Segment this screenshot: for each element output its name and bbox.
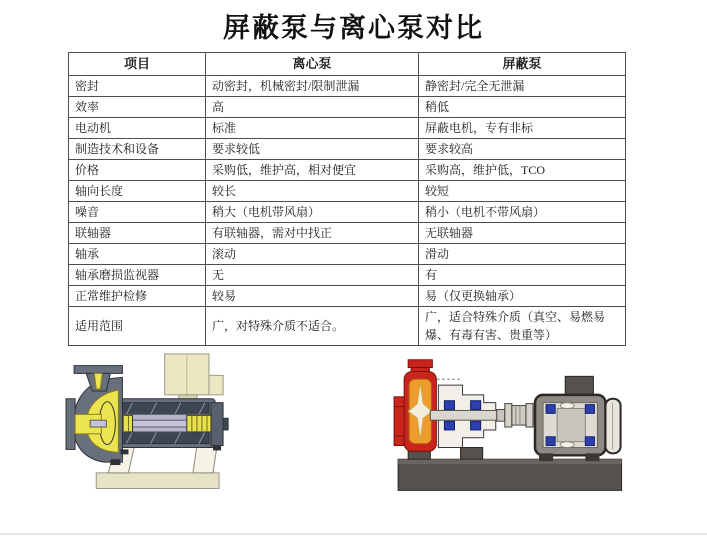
row-label: 轴向长度 [69, 181, 206, 202]
canned-value: 无联轴器 [419, 223, 626, 244]
canned-value: 滑动 [419, 244, 626, 265]
table-header-row [69, 53, 626, 76]
row-label: 价格 [69, 160, 206, 181]
centrifugal-pump-diagram [382, 350, 684, 506]
table-row [69, 223, 626, 244]
centrifugal-value: 动密封，机械密封/限制泄漏 [206, 76, 419, 97]
row-label: 密封 [69, 76, 206, 97]
table-row [69, 265, 626, 286]
centrifugal-value: 高 [206, 97, 419, 118]
centrifugal-value: 要求较低 [206, 139, 419, 160]
canned-value: 较短 [419, 181, 626, 202]
centrifugal-value: 较易 [206, 286, 419, 307]
row-label: 轴承 [69, 244, 206, 265]
table-row [69, 181, 626, 202]
table-row [69, 307, 626, 346]
table-row [69, 118, 626, 139]
centrifugal-value: 广，对特殊介质不适合。 [206, 307, 419, 346]
canned-value: 有 [419, 265, 626, 286]
canned-value: 要求较高 [419, 139, 626, 160]
row-label: 制造技术和设备 [69, 139, 206, 160]
table-row [69, 76, 626, 97]
bottom-divider [0, 533, 707, 535]
row-label: 轴承磨损监视器 [69, 265, 206, 286]
table-row [69, 286, 626, 307]
table-row [69, 160, 626, 181]
row-label: 联轴器 [69, 223, 206, 244]
table-row [69, 202, 626, 223]
row-label: 正常维护检修 [69, 286, 206, 307]
page-title: 屏蔽泵与离心泵对比 [223, 13, 484, 43]
centrifugal-value: 标准 [206, 118, 419, 139]
centrifugal-value: 较长 [206, 181, 419, 202]
canned-value: 稍小（电机不带风扇） [419, 202, 626, 223]
row-label: 电动机 [69, 118, 206, 139]
centrifugal-value: 无 [206, 265, 419, 286]
canned-value: 静密封/完全无泄漏 [419, 76, 626, 97]
header-centrifugal-pump: 离心泵 [206, 53, 419, 76]
canned-value: 屏蔽电机，专有非标 [419, 118, 626, 139]
table-row [69, 139, 626, 160]
header-item: 项目 [69, 53, 206, 76]
row-label: 效率 [69, 97, 206, 118]
table-row [69, 97, 626, 118]
canned-value: 广，适合特殊介质（真空、易燃易爆、有毒有害、贵重等） [419, 307, 626, 346]
canned-value: 采购高，维护低，TCO [419, 160, 626, 181]
centrifugal-value: 稍大（电机带风扇） [206, 202, 419, 223]
canned-pump-diagram [60, 350, 362, 506]
table-row [69, 244, 626, 265]
centrifugal-value: 滚动 [206, 244, 419, 265]
centrifugal-value: 采购低，维护高，相对便宜 [206, 160, 419, 181]
comparison-table [68, 52, 626, 346]
row-label: 适用范围 [69, 307, 206, 346]
canned-value: 易（仅更换轴承） [419, 286, 626, 307]
header-canned-pump: 屏蔽泵 [419, 53, 626, 76]
canned-value: 稍低 [419, 97, 626, 118]
centrifugal-value: 有联轴器，需对中找正 [206, 223, 419, 244]
row-label: 噪音 [69, 202, 206, 223]
